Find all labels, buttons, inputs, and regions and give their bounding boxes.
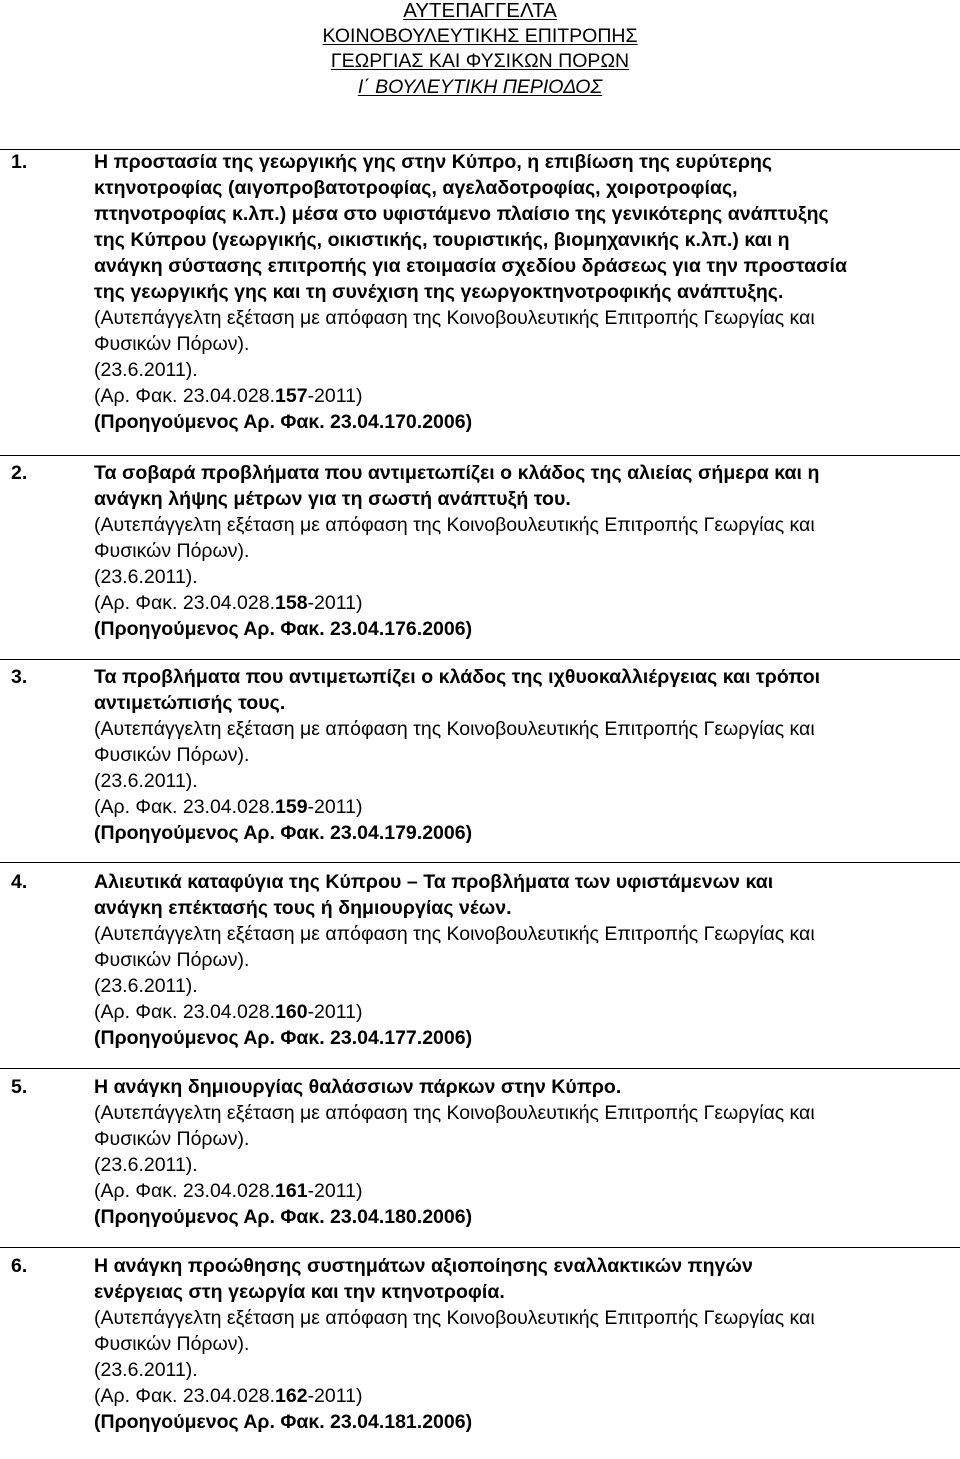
- item-separator: [0, 1247, 960, 1248]
- file-number-prefix: (Αρ. Φακ. 23.04.028.: [94, 1001, 276, 1023]
- file-number-prefix: (Αρ. Φακ. 23.04.028.: [94, 796, 276, 818]
- item-number: 2.: [11, 462, 28, 484]
- previous-file-number: (Προηγούμενος Αρ. Φακ. 23.04.180.2006): [94, 1206, 473, 1228]
- previous-file-number: (Προηγούμενος Αρ. Φακ. 23.04.181.2006): [94, 1411, 473, 1433]
- file-number-suffix: -2011): [307, 796, 363, 818]
- item-body: [94, 664, 946, 846]
- title-line: Η προστασία της γεωργικής γης στην Κύπρο, η επιβίωση της ευρύτερης: [94, 151, 773, 173]
- file-number-suffix: -2011): [307, 592, 363, 614]
- item-description: [94, 921, 946, 973]
- file-number-bold: 160: [275, 1001, 308, 1023]
- item-body: [94, 149, 946, 435]
- file-number: [94, 383, 946, 409]
- file-number: [94, 1178, 946, 1204]
- item-title: [94, 869, 946, 921]
- title-line: ανάγκη επέκτασής τους ή δημιουργίας νέων.: [94, 897, 512, 919]
- file-number-prefix: (Αρ. Φακ. 23.04.028.: [94, 385, 276, 407]
- item-date: (23.6.2011).: [94, 566, 198, 588]
- title-line: Αλιευτικά καταφύγια της Κύπρου – Τα προβλήματα των υφιστάμενων και: [94, 871, 774, 893]
- file-number-bold: 157: [275, 385, 308, 407]
- item-date: (23.6.2011).: [94, 770, 198, 792]
- item-number: 1.: [11, 151, 28, 173]
- description-line: (Αυτεπάγγελτη εξέταση με απόφαση της Κοινοβουλευτικής Επιτροπής Γεωργίας και: [94, 307, 815, 329]
- description-line: Φυσικών Πόρων).: [94, 333, 250, 355]
- item-title: [94, 1253, 946, 1305]
- previous-file-number: (Προηγούμενος Αρ. Φακ. 23.04.176.2006): [94, 618, 473, 640]
- header-line-1: ΑΥΤΕΠΑΓΓΕΛΤΑ: [403, 0, 557, 22]
- file-number-suffix: -2011): [307, 1001, 363, 1023]
- item-description: [94, 716, 946, 768]
- file-number-prefix: (Αρ. Φακ. 23.04.028.: [94, 1180, 276, 1202]
- description-line: Φυσικών Πόρων).: [94, 949, 250, 971]
- description-line: (Αυτεπάγγελτη εξέταση με απόφαση της Κοινοβουλευτικής Επιτροπής Γεωργίας και: [94, 1102, 815, 1124]
- item-date: (23.6.2011).: [94, 1154, 198, 1176]
- header-line-2: ΚΟΙΝΟΒΟΥΛΕΥΤΙΚΗΣ ΕΠΙΤΡΟΠΗΣ: [322, 24, 638, 47]
- item-body: [94, 1074, 946, 1230]
- file-number-bold: 158: [275, 592, 308, 614]
- item-number: 6.: [11, 1255, 28, 1277]
- item-title: [94, 460, 946, 512]
- title-line: της Κύπρου (γεωργικής, οικιστικής, τουριστικής, βιομηχανικής κ.λπ.) και η: [94, 229, 790, 251]
- header-line-4: Ι΄ ΒΟΥΛΕΥΤΙΚΗ ΠΕΡΙΟΔΟΣ: [357, 75, 603, 98]
- file-number-suffix: -2011): [307, 1385, 363, 1407]
- item-description: [94, 1305, 946, 1357]
- item-body: [94, 1253, 946, 1435]
- title-line: αντιμετώπισής τους.: [94, 692, 286, 714]
- description-line: Φυσικών Πόρων).: [94, 744, 250, 766]
- file-number-prefix: (Αρ. Φακ. 23.04.028.: [94, 592, 276, 614]
- item-description: [94, 1100, 946, 1152]
- file-number: [94, 1383, 946, 1409]
- file-number-suffix: -2011): [307, 385, 363, 407]
- title-line: ανάγκη λήψης μέτρων για τη σωστή ανάπτυξή του.: [94, 488, 571, 510]
- item-date: (23.6.2011).: [94, 975, 198, 997]
- item-body: [94, 869, 946, 1051]
- file-number-prefix: (Αρ. Φακ. 23.04.028.: [94, 1385, 276, 1407]
- header-line-3: ΓΕΩΡΓΙΑΣ ΚΑΙ ΦΥΣΙΚΩΝ ΠΟΡΩΝ: [330, 50, 630, 72]
- item-title: [94, 664, 946, 716]
- file-number-bold: 162: [275, 1385, 308, 1407]
- item-body: [94, 460, 946, 642]
- item-separator: [0, 455, 960, 456]
- description-line: Φυσικών Πόρων).: [94, 1333, 250, 1355]
- description-line: (Αυτεπάγγελτη εξέταση με απόφαση της Κοινοβουλευτικής Επιτροπής Γεωργίας και: [94, 1307, 815, 1329]
- title-line: Η ανάγκη προώθησης συστημάτων αξιοποίησης εναλλακτικών πηγών: [94, 1255, 753, 1277]
- item-number: 4.: [11, 871, 28, 893]
- file-number-bold: 159: [275, 796, 308, 818]
- item-number: 5.: [11, 1076, 28, 1098]
- title-line: ανάγκη σύστασης επιτροπής για ετοιμασία σχεδίου δράσεως για την προστασία: [94, 255, 848, 277]
- description-line: (Αυτεπάγγελτη εξέταση με απόφαση της Κοινοβουλευτικής Επιτροπής Γεωργίας και: [94, 923, 815, 945]
- item-description: [94, 305, 946, 357]
- item-date: (23.6.2011).: [94, 1359, 198, 1381]
- previous-file-number: (Προηγούμενος Αρ. Φακ. 23.04.177.2006): [94, 1027, 473, 1049]
- item-title: [94, 1074, 946, 1100]
- title-line: της γεωργικής γης και τη συνέχιση της γεωργοκτηνοτροφικής ανάπτυξης.: [94, 281, 784, 303]
- item-title: [94, 149, 946, 305]
- item-number: 3.: [11, 666, 28, 688]
- description-line: (Αυτεπάγγελτη εξέταση με απόφαση της Κοινοβουλευτικής Επιτροπής Γεωργίας και: [94, 514, 815, 536]
- previous-file-number: (Προηγούμενος Αρ. Φακ. 23.04.170.2006): [94, 411, 473, 433]
- item-separator: [0, 862, 960, 863]
- item-description: [94, 512, 946, 564]
- title-line: Τα σοβαρά προβλήματα που αντιμετωπίζει ο κλάδος της αλιείας σήμερα και η: [94, 462, 820, 484]
- item-separator: [0, 1068, 960, 1069]
- file-number-suffix: -2011): [307, 1180, 363, 1202]
- item-separator: [0, 659, 960, 660]
- title-line: Η ανάγκη δημιουργίας θαλάσσιων πάρκων στην Κύπρο.: [94, 1076, 622, 1098]
- document-header: [0, 0, 960, 100]
- title-line: Τα προβλήματα που αντιμετωπίζει ο κλάδος της ιχθυοκαλλιέργειας και τρόποι: [94, 666, 821, 688]
- title-line: πτηνοτροφίας κ.λπ.) μέσα στο υφιστάμενο πλαίσιο της γενικότερης ανάπτυξης: [94, 203, 829, 225]
- description-line: Φυσικών Πόρων).: [94, 540, 250, 562]
- title-line: ενέργειας στη γεωργία και την κτηνοτροφία.: [94, 1281, 505, 1303]
- previous-file-number: (Προηγούμενος Αρ. Φακ. 23.04.179.2006): [94, 822, 473, 844]
- file-number: [94, 999, 946, 1025]
- description-line: Φυσικών Πόρων).: [94, 1128, 250, 1150]
- file-number: [94, 794, 946, 820]
- title-line: κτηνοτροφίας (αιγοπροβατοτροφίας, αγελαδοτροφίας, χοιροτροφίας,: [94, 177, 738, 199]
- file-number-bold: 161: [275, 1180, 308, 1202]
- file-number: [94, 590, 946, 616]
- description-line: (Αυτεπάγγελτη εξέταση με απόφαση της Κοινοβουλευτικής Επιτροπής Γεωργίας και: [94, 718, 815, 740]
- item-date: (23.6.2011).: [94, 359, 198, 381]
